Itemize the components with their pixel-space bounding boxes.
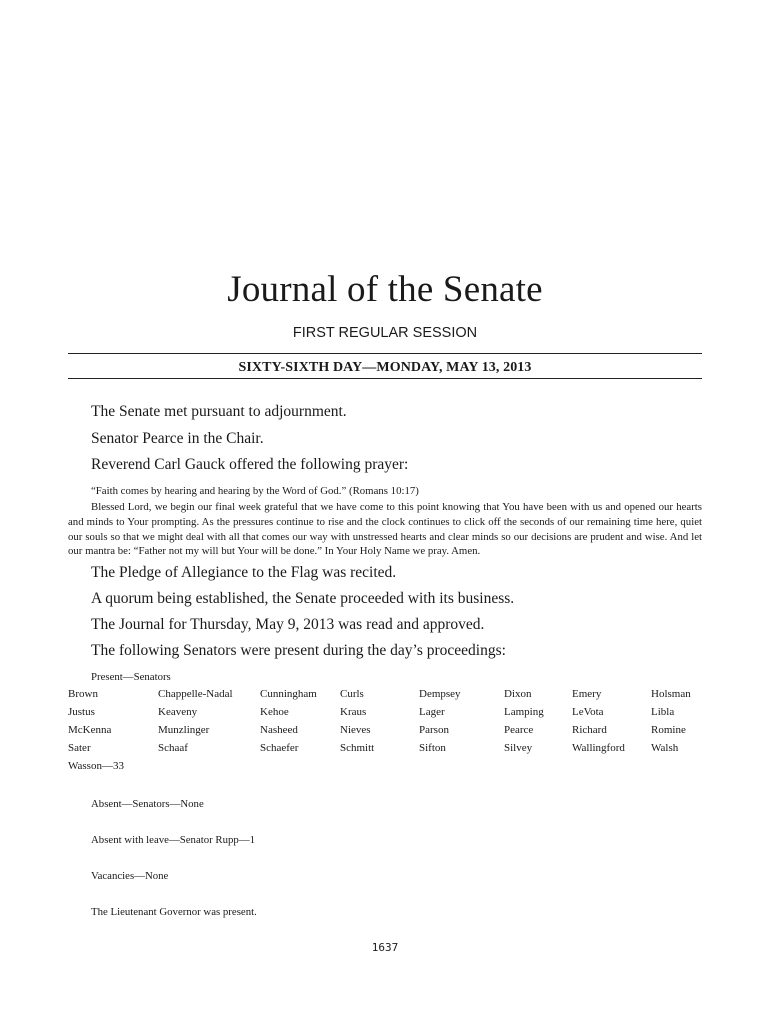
vacancies-line: Vacancies—None <box>91 870 169 882</box>
senator-name: Walsh <box>651 742 679 754</box>
senator-name: Cunningham <box>260 688 317 700</box>
senator-name: McKenna <box>68 724 112 736</box>
roll-row <box>68 724 708 742</box>
senator-name: Nieves <box>340 724 371 736</box>
roll-total: Wasson—33 <box>68 760 124 772</box>
senator-name: Dixon <box>504 688 532 700</box>
senator-name: Justus <box>68 706 95 718</box>
senator-name: Kehoe <box>260 706 289 718</box>
lt-governor-line: The Lieutenant Governor was present. <box>91 906 257 918</box>
senator-name: Lager <box>419 706 445 718</box>
absent-line: Absent—Senators—None <box>91 798 204 810</box>
roll-row <box>68 688 708 706</box>
roll-row <box>68 742 708 760</box>
senator-name: Sater <box>68 742 91 754</box>
roll-row <box>68 760 708 778</box>
senator-name: Chappelle-Nadal <box>158 688 233 700</box>
journal-approved-line: The Journal for Thursday, May 9, 2013 was read and approved. <box>91 616 485 633</box>
senator-name: Emery <box>572 688 602 700</box>
roll-row <box>68 706 708 724</box>
quorum-line: A quorum being established, the Senate proceeded with its business. <box>91 590 515 607</box>
senator-name: Brown <box>68 688 98 700</box>
opening-adjournment: The Senate met pursuant to adjournment. <box>91 403 347 420</box>
senator-name: Munzlinger <box>158 724 210 736</box>
senator-name: Keaveny <box>158 706 198 718</box>
senator-name: Schaefer <box>260 742 299 754</box>
journal-title: Journal of the Senate <box>227 269 543 310</box>
senator-name: Libla <box>651 706 675 718</box>
pledge-line: The Pledge of Allegiance to the Flag was recited. <box>91 564 397 581</box>
senator-name: Schaaf <box>158 742 188 754</box>
day-heading: SIXTY-SIXTH DAY—MONDAY, MAY 13, 2013 <box>238 360 532 375</box>
session-label: FIRST REGULAR SESSION <box>292 325 478 341</box>
senator-name: Pearce <box>504 724 534 736</box>
opening-prayer-intro: Reverend Carl Gauck offered the following prayer: <box>91 456 409 473</box>
roll-call-table <box>68 688 708 778</box>
senator-name: Richard <box>572 724 607 736</box>
top-rule <box>68 353 702 354</box>
opening-chair: Senator Pearce in the Chair. <box>91 430 264 447</box>
senator-name: Dempsey <box>419 688 461 700</box>
senator-name: Nasheed <box>260 724 298 736</box>
prayer-text: Blessed Lord, we begin our final week grateful that we have come to this point knowing that You have been with us and opened our hearts and minds to Your prompting. As the pressures continue to rise and the clock continues to click off the seconds of our remaining time here, quiet our souls so that we might deal with all that comes our way with unstressed hearts and clear minds so our decisions are prudent and wise. And let our mantra be: “Father not my will but Your will be done.” In Your Holy Name we pray. Amen. <box>68 501 702 558</box>
absent-with-leave-line: Absent with leave—Senator Rupp—1 <box>91 834 256 846</box>
senators-present-line: The following Senators were present during the day’s proceedings: <box>91 642 506 659</box>
senator-name: Schmitt <box>340 742 375 754</box>
page-number: 1637 <box>371 941 399 954</box>
senator-name: Lamping <box>504 706 544 718</box>
senator-name: Kraus <box>340 706 367 718</box>
senator-name: Holsman <box>651 688 691 700</box>
senator-name: Parson <box>419 724 449 736</box>
roll-heading: Present—Senators <box>91 671 171 683</box>
senator-name: Romine <box>651 724 686 736</box>
senator-name: Curls <box>340 688 364 700</box>
prayer-verse: “Faith comes by hearing and hearing by the Word of God.” (Romans 10:17) <box>91 485 419 497</box>
bottom-rule <box>68 378 702 379</box>
senator-name: Sifton <box>419 742 446 754</box>
senator-name: Wallingford <box>572 742 625 754</box>
senator-name: LeVota <box>572 706 604 718</box>
senator-name: Silvey <box>504 742 533 754</box>
